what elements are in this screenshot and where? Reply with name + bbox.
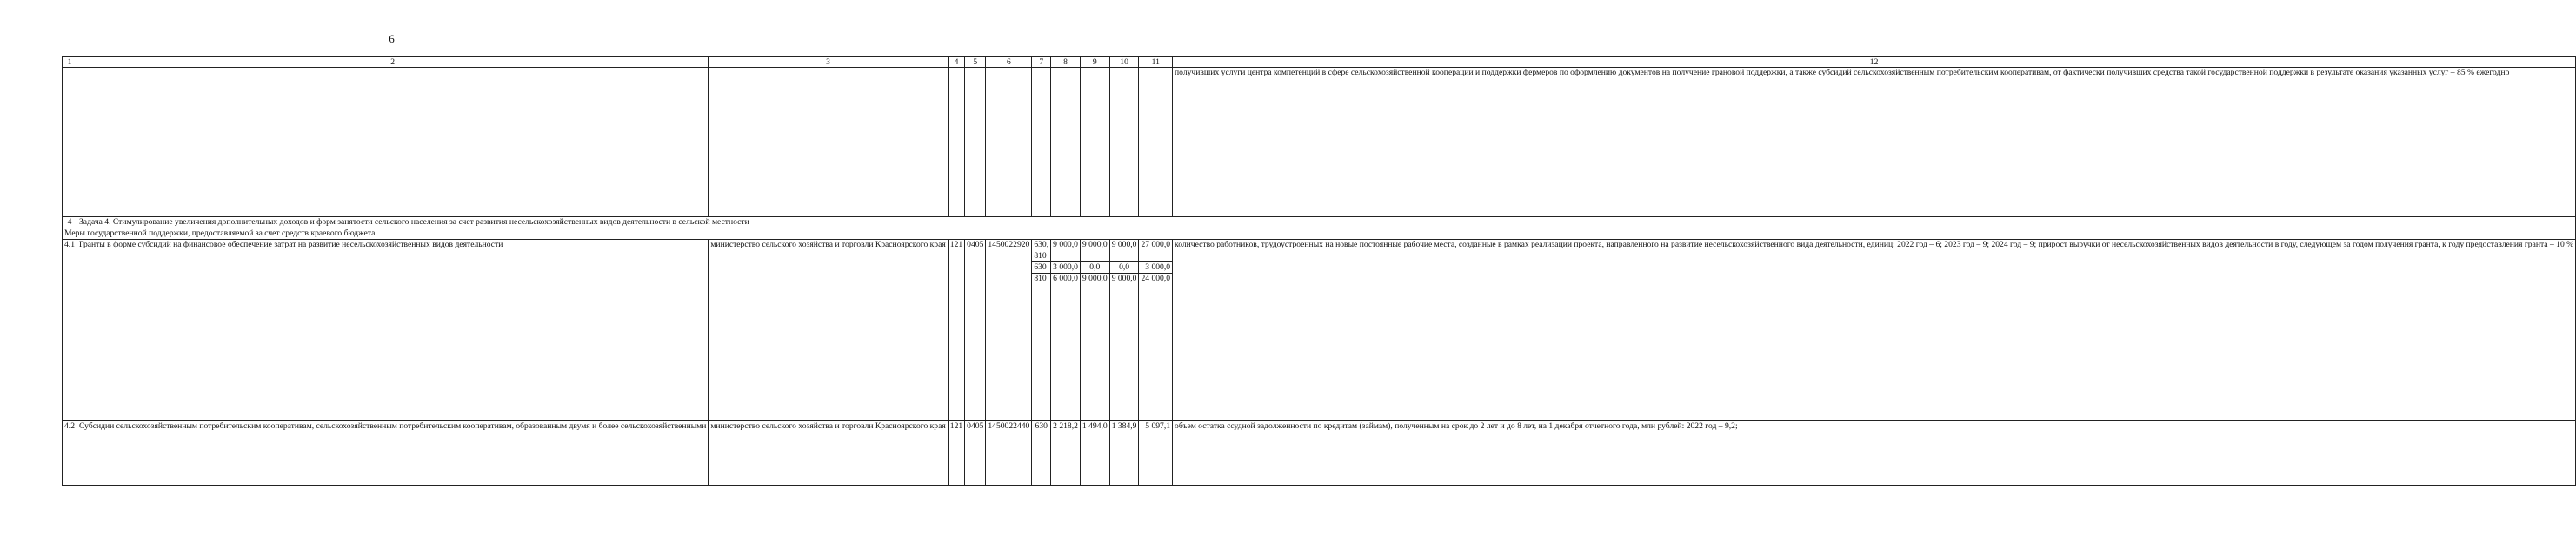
header-cell: 8 bbox=[1051, 57, 1081, 68]
value: 630 bbox=[1032, 261, 1050, 273]
header-cell: 10 bbox=[1109, 57, 1139, 68]
amount-2024: 1 384,9 bbox=[1109, 421, 1139, 486]
value: 630, bbox=[1034, 240, 1049, 250]
header-cell: 12 bbox=[1173, 57, 2576, 68]
value: 9 000,0 bbox=[1111, 273, 1137, 283]
header-cell: 9 bbox=[1080, 57, 1109, 68]
section-row bbox=[63, 228, 2576, 240]
code-vr bbox=[1032, 240, 1051, 421]
code-vr: 630 bbox=[1032, 421, 1051, 486]
header-row bbox=[63, 57, 2576, 68]
result-indicator-cell: количество работников, трудоустроенных на новые постоянные рабочие места, созданные в рамках реализации проекта, направленного на развитие несельскохозяйственного вида деятельности, единиц: 2022 год – 6; 2023 год – 9; 2024 год – 9; прирост выручки от несельскохозяйственных видов деятельности в году, следующем за годом получения гранта, к году предоставления гранта – 10 % bbox=[1173, 240, 2576, 421]
task-number: 4 bbox=[63, 217, 77, 228]
header-cell: 2 bbox=[77, 57, 709, 68]
page-number: 6 bbox=[389, 32, 395, 45]
value bbox=[1053, 251, 1078, 261]
header-cell: 11 bbox=[1139, 57, 1173, 68]
executor: министерство сельского хозяйства и торговли Красноярского края bbox=[709, 240, 948, 421]
value: 0,0 bbox=[1081, 261, 1109, 273]
amount-total: 5 097,1 bbox=[1139, 421, 1173, 486]
value: 6 000,0 bbox=[1053, 273, 1078, 283]
program-table bbox=[62, 56, 2576, 486]
value: 0,0 bbox=[1110, 261, 1139, 273]
value: 810 bbox=[1034, 250, 1047, 261]
value: 9 000,0 bbox=[1082, 240, 1108, 250]
result-indicator-cell: объем остатка ссудной задолженности по кредитам (займам), полученным на срок до 2 лет и до 8 лет, на 1 декабря отчетного года, млн рублей: 2022 год – 9,2; bbox=[1173, 421, 2576, 486]
row-number: 4.2 bbox=[63, 421, 77, 486]
header-cell: 3 bbox=[709, 57, 948, 68]
task-text: Задача 4. Стимулирование увеличения дополнительных доходов и форм занятости сельского населения за счет развития несельскохозяйственных видов деятельности в сельской местности bbox=[77, 217, 2576, 228]
value: 9 000,0 bbox=[1053, 240, 1078, 250]
value: 27 000,0 bbox=[1141, 240, 1171, 250]
code-grbs: 121 bbox=[948, 421, 964, 486]
value: 9 000,0 bbox=[1082, 273, 1108, 283]
header-cell: 7 bbox=[1032, 57, 1051, 68]
table-row bbox=[63, 421, 2576, 486]
code-csr: 1450022440 bbox=[986, 421, 1032, 486]
continuation-row bbox=[63, 68, 2576, 217]
code-csr: 1450022920 bbox=[986, 240, 1032, 421]
header-cell: 1 bbox=[63, 57, 77, 68]
value: 24 000,0 bbox=[1141, 273, 1171, 283]
value bbox=[1082, 251, 1108, 261]
amount-2024 bbox=[1109, 240, 1139, 421]
header-cell: 5 bbox=[965, 57, 986, 68]
value: 810 bbox=[1032, 273, 1050, 284]
code-grbs: 121 bbox=[948, 240, 964, 421]
row-number: 4.1 bbox=[63, 240, 77, 421]
value bbox=[1112, 251, 1137, 261]
result-indicator-cell: получивших услуги центра компетенций в сфере сельскохозяйственной кооперации и поддержки фермеров по оформлению документов на получение грановой поддержки, а также субсидий сельскохозяйственным потребительским кооперативам, от фактически получивших средства такой государственной поддержки в результате оказания указанных услуг – 85 % ежегодно bbox=[1173, 68, 2576, 217]
executor: министерство сельского хозяйства и торговли Красноярского края bbox=[709, 421, 948, 486]
amount-2022: 2 218,2 bbox=[1051, 421, 1081, 486]
header-cell: 6 bbox=[986, 57, 1032, 68]
code-rzpr: 0405 bbox=[965, 421, 986, 486]
amount-2023: 1 494,0 bbox=[1080, 421, 1109, 486]
code-rzpr: 0405 bbox=[965, 240, 986, 421]
section-text: Меры государственной поддержки, предоставляемой за счет средств краевого бюджета bbox=[63, 228, 2576, 240]
table-row bbox=[63, 240, 2576, 421]
amount-total bbox=[1139, 240, 1173, 421]
amount-2022 bbox=[1051, 240, 1081, 421]
header-cell: 4 bbox=[948, 57, 964, 68]
amount-2023 bbox=[1080, 240, 1109, 421]
value: 3 000,0 bbox=[1139, 261, 1172, 273]
value: 9 000,0 bbox=[1111, 240, 1137, 250]
value bbox=[1141, 251, 1170, 261]
task-row bbox=[63, 217, 2576, 228]
value: 3 000,0 bbox=[1053, 261, 1078, 272]
measure-name: Гранты в форме субсидий на финансовое обеспечение затрат на развитие несельскохозяйственных видов деятельности bbox=[77, 240, 709, 421]
measure-name: Субсидии сельскохозяйственным потребительским кооперативам, сельскохозяйственным потребительским кооперативам, образованным двумя и более сельскохозяйственными bbox=[77, 421, 709, 486]
